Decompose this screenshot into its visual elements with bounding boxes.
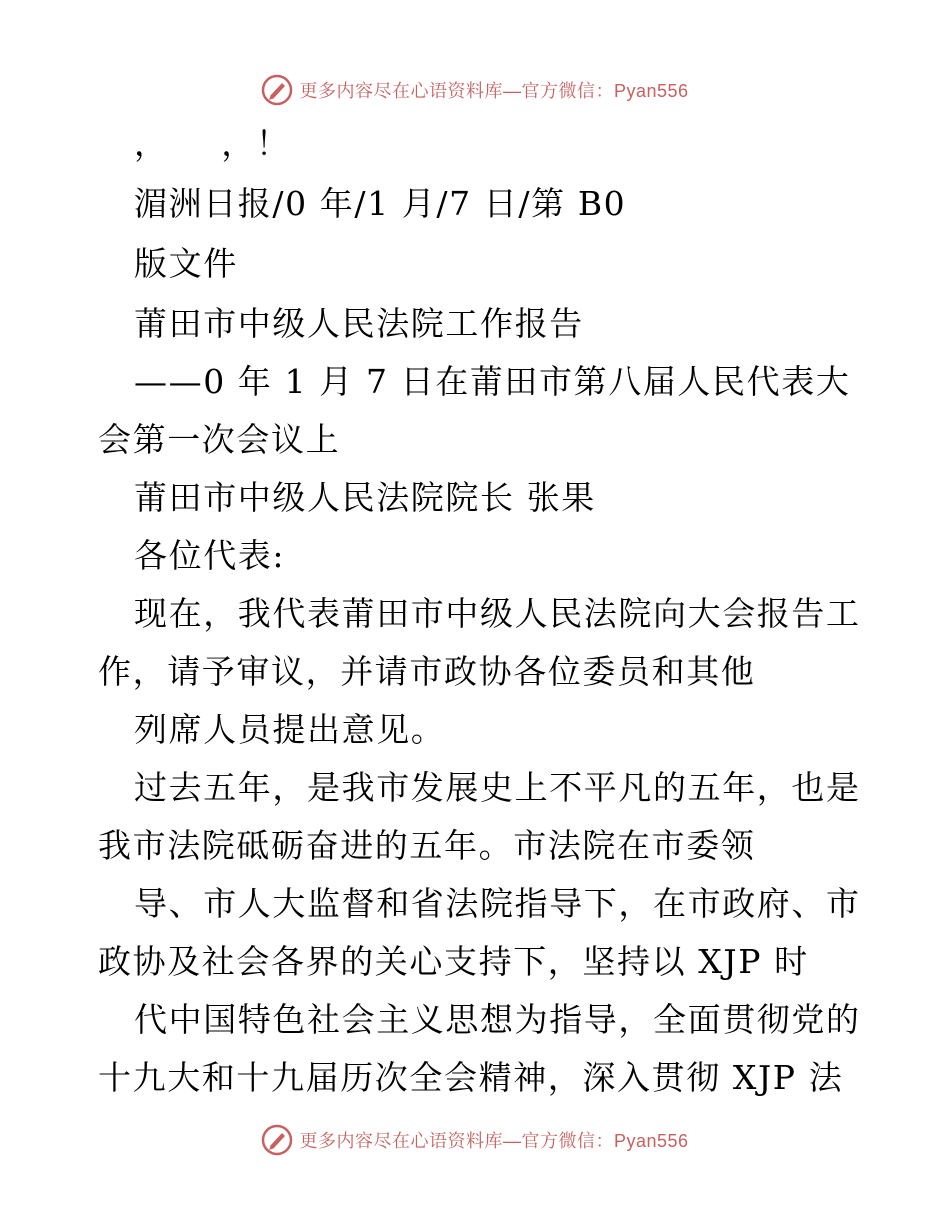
pen-logo-icon — [261, 74, 293, 106]
body-line: 作，请予审议，并请市政协各位委员和其他 — [98, 652, 756, 691]
watermark-text: 更多内容尽在心语资料库—官方微信：Pyan556 — [299, 81, 689, 101]
body-line: ， ，！ — [134, 124, 291, 163]
body-line: 列席人员提出意见。 — [134, 710, 446, 749]
body-line: 导、市人大监督和省法院指导下，在市政府、市 — [134, 884, 861, 923]
footer-watermark — [0, 1122, 950, 1158]
watermark-group — [261, 74, 688, 106]
watermark-group — [261, 1124, 688, 1156]
body-line: 湄洲日报/0 年/1 月/7 日/第 B0 — [134, 184, 627, 223]
body-line: 版文件 — [134, 244, 238, 283]
report-author: 莆田市中级人民法院院长 张果 — [134, 478, 596, 517]
body-line: 十九大和十九届历次全会精神，深入贯彻 XJP 法 — [98, 1058, 844, 1097]
report-title: 莆田市中级人民法院工作报告 — [134, 304, 584, 343]
body-line: 过去五年，是我市发展史上不平凡的五年，也是 — [134, 768, 861, 807]
body-line: 代中国特色社会主义思想为指导，全面贯彻党的 — [134, 1000, 861, 1039]
body-line: 现在，我代表莆田市中级人民法院向大会报告工 — [134, 594, 861, 633]
watermark-text: 更多内容尽在心语资料库—官方微信：Pyan556 — [299, 1131, 689, 1151]
report-subtitle: ——0 年 1 月 7 日在莆田市第八届人民代表大 — [134, 362, 851, 401]
body-line: 政协及社会各界的关心支持下，坚持以 XJP 时 — [98, 942, 809, 981]
header-watermark — [0, 72, 950, 108]
salutation: 各位代表: — [134, 536, 286, 575]
report-subtitle-cont: 会第一次会议上 — [98, 420, 341, 459]
pen-logo-icon — [261, 1124, 293, 1156]
body-line: 我市法院砥砺奋进的五年。市法院在市委领 — [98, 826, 756, 865]
